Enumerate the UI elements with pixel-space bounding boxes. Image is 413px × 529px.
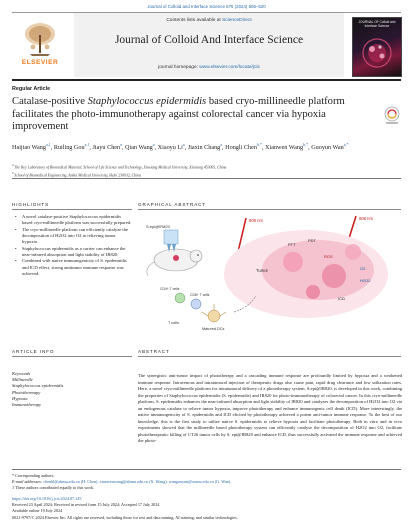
divider [12,356,132,357]
copyright-line: 0021-9797/© 2024 Elsevier Inc. All rights are reserved, including those for text and data mining, AI training, and similar technologies. [12,514,238,520]
elsevier-wordmark: ELSEVIER [21,59,59,66]
ga-label-mouse: S.epi@IR820 [146,224,170,229]
article-title [12,96,380,134]
author-affiliation-marker[interactable]: a [182,142,185,147]
keyword: Hypoxia [12,395,28,401]
abstract-text: The synergistic anti-tumor impact of phototherapy and a cascading immune response are profoundly limited by hypoxia and a weakened immune response. Intravenous and intratumoral injection of therapeutic drugs also cause pain, rapid drug clearance and low utilization rates. Here, a novel cryo-millineedle platform for intratumoral delivery of a phototherapy system, S.epi@IR820, is developed in this work, combining the properties of Staphylococcus epidermidis (S. epidermidis) and IR820 for photo-immunotherapy of colorectal cancer. In this cryo-millineedle platform, S. epidermidis enhances the near-infrared absorption and light stability of IR820 and catalyzes the decomposition of H2O2 into O2 via an endogenous catalase to relieve tumor hypoxia, improve phototherapy and enhance immunogenic cell death (ICD). More interestingly, the native immunogenicity of S. epidermidis and ICD elicited by phototherapy achieved a potent anti-tumor immune response. To the best of our knowledge, this is the first study to utilize native S. epidermidis to relieve hypoxia and facilitate phototherapy. Both in vitro and in vivo experiments showed that the millineedle based phototherapy system can efficiently catalyse the decomposition of H2O2 into O2, facilitate phototherapeutic killing of CT26 tumor cells by S. epi@IR820 and enhance ICD, thus successfully activated the immune response and achieved the photo- [138,373,402,444]
ga-label-808-2: 808 nm [359,216,373,221]
ga-label-ptt: PTT [288,242,296,247]
ga-label-tumor: Tumor [256,268,268,273]
journal-header [12,12,401,81]
highlight-item: • Staphylococcus epidermidis as a carrier can enhance the near-infrared absorption and light stability of IR820. [14,246,132,258]
author-affiliation-marker[interactable]: a [152,142,155,147]
homepage-prefix: journal homepage: [158,65,200,70]
keyword: Immunotherapy [12,402,42,408]
article-info-heading: ARTICLE INFO [12,349,55,354]
title-part-3: based cryo-millineedle platform facilitates the photo-immunotherapy against colorectal cancer via hypoxia improvement [12,96,345,133]
title-part-1: Catalase-positive [12,96,88,107]
ga-label-o2: O2 [360,266,366,271]
journal-homepage-link[interactable]: www.elsevier.com/locate/jcis [199,65,260,70]
highlights-heading: HIGHLIGHTS [12,202,50,207]
homepage-line [74,65,344,70]
cover-art-icon [360,36,394,70]
graphical-abstract-heading: GRAPHICAL ABSTRACT [138,202,207,207]
contents-line [74,18,344,23]
ga-label-pdt: PDT [308,238,316,243]
email-label: E-mail addresses: [12,479,44,485]
ga-label-h2o2: H2O2 [360,278,371,283]
graphical-abstract-image[interactable] [138,212,400,338]
divider [12,178,401,179]
keyword: Photothermapy [12,389,41,395]
contents-prefix: Contents lists available at [166,18,223,23]
cover-title: JOURNAL OF Colloid and Interface Science [358,20,396,28]
author-name[interactable]: Xianwen Wang [265,144,304,152]
author-name[interactable]: Qian Wang [125,144,153,152]
footnotes [12,473,401,492]
ga-label-cd4: CD4+ T cells [160,287,180,291]
author-name[interactable]: Hongli Chen [225,144,257,152]
affiliation-marker: b [12,170,15,175]
title-italic-part: Staphylococcus epidermidis [87,96,207,107]
highlight-item: • The cryo-millineedle platform can efficiently catalyze the decomposition of H2O2 into O2 to relieving tumor hypoxia. [14,227,132,245]
author-name[interactable]: Guoyun Wan [311,144,344,152]
journal-cover-image[interactable] [352,17,402,77]
author-name[interactable]: Jiayu Chen [92,144,121,152]
journal-title: Journal of Colloid And Interface Science [114,34,304,46]
check-for-updates-icon[interactable] [383,106,401,126]
divider [138,356,401,357]
author-affiliation-marker[interactable]: b,* [303,142,309,147]
article-type: Regular Article [12,86,51,92]
author-affiliation-marker[interactable]: a,* [343,142,349,147]
available-online: Available online 19 July 2024 [12,508,63,514]
ga-label-t-cells: T cells [168,321,179,325]
doi-link[interactable]: https://doi.org/10.1016/j.jcis.2024.07.145 [12,496,82,501]
author-name[interactable]: Haijiao Wang [12,144,46,152]
author-affiliation-marker[interactable]: a [220,142,223,147]
equal-contribution-note: 1 These authors contributed equally to this work. [12,485,95,491]
affiliation-text: The Key Laboratory of Biomedical Material, School of Life Science and Technology, Xinxiang Medical University, Xinxiang 453003, China [14,165,227,170]
ga-label-matured-dcs: Matured DCs [202,327,225,331]
abstract-heading: ABSTRACT [138,349,170,354]
author-affiliation-marker[interactable]: b,* [256,142,262,147]
corresponding-authors-note: * Corresponding authors. [12,473,55,478]
ga-label-icd: ICD [338,296,345,301]
affiliation-text: School of Biomedical Engineering, Anhui Medical University, Hefei 230032, China [14,172,141,177]
keywords-block [12,371,122,408]
highlights-list [14,214,132,277]
author-name[interactable]: Xiaoyu Li [157,144,183,152]
divider [138,209,401,210]
highlight-item: • A novel catalase-positive Staphylococcus epidermidis based cryo-millineedle platform was successfully prepared. [14,214,132,226]
keyword: Millineedle [12,377,33,383]
email-links[interactable]: chenhl@ahmu.edu.cn (H. Chen), xianwenwang@ahmu.edu.cn (X. Wang), wanguoyun@xxmu.edu.cn (G. Wan). [43,479,232,485]
keyword: Staphylococcus epidermidis [12,383,64,389]
ga-label-808-1: 808 nm [249,218,263,223]
elsevier-tree-icon [22,21,58,57]
sciencedirect-link[interactable]: ScienceDirect [222,18,252,23]
ga-label-ros: ROS [324,254,333,259]
author-affiliation-marker[interactable]: a,1 [45,142,51,147]
author-affiliation-marker[interactable]: a,1 [84,142,90,147]
affiliation [12,163,401,171]
masthead-box [74,13,344,77]
author-name[interactable]: Jiaxin Chang [187,144,221,152]
divider [12,209,132,210]
received-dates: Received 23 April 2024; Received in revised form 15 July 2024; Accepted 17 July 2024 [12,502,160,508]
author-name[interactable]: Ruiling Gou [53,144,85,152]
journal-reference-link[interactable]: Journal of Colloid and Interface Science 676 (2024) 506–520 [147,4,266,9]
author-affiliation-marker[interactable]: a [120,142,122,147]
publication-info [12,496,401,521]
ga-label-cd8: CD8+ T cells [190,293,210,297]
author-list: Haijiao Wang$^{a,1}$, Ruiling Gou$^{a,1}$, Jiayu Chen$^a$, Qian Wang$^a$, Xiaoyu Li$^a$, Jiaxin Chang$^a$, Hongli Chen$^{b,*}$, Xianwen Wang$^{b,*}$, Guoyun Wan$^{a,*}$ [12,142,349,152]
keywords-list [12,377,122,408]
divider [12,469,401,470]
elsevier-logo[interactable] [14,19,66,69]
keywords-title: Keywords [12,371,31,376]
affiliation-list [12,163,401,178]
affiliation-marker: a [12,163,15,167]
highlight-item: • Combined with native immunogenicity of S. epidermidis and ICD effect, strong antitumor immune response was achieved. [14,258,132,276]
